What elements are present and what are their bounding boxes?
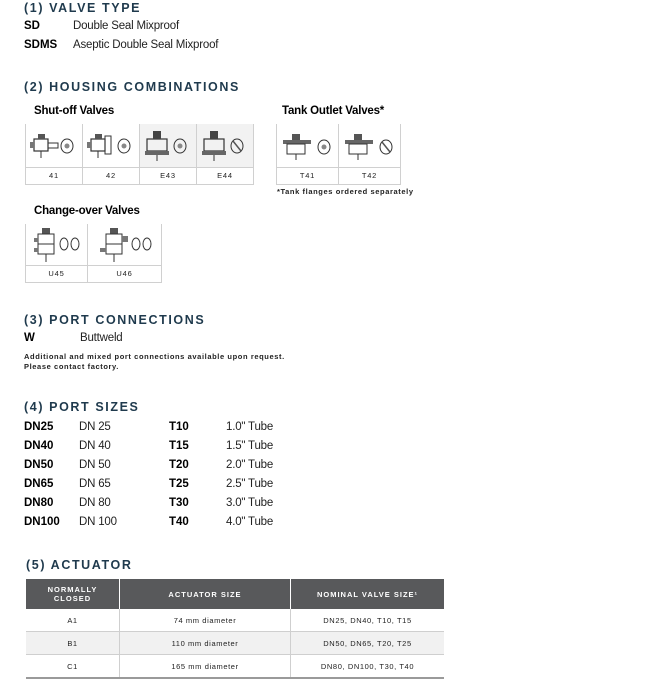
valve-code-41: 41 (26, 167, 82, 184)
valve-option-e43 (139, 124, 196, 184)
actuator-header-nominal-size: NOMINAL VALVE SIZE¹ (291, 579, 445, 609)
table-row (26, 655, 444, 679)
valve-body-icon (197, 124, 253, 168)
port-size-tube-desc: 2.5" Tube (226, 478, 274, 490)
port-size-dn-code: DN65 (24, 478, 54, 490)
port-size-tube-code: T10 (169, 421, 189, 433)
port-size-tube-desc: 1.0" Tube (226, 421, 274, 433)
valve-body-icon (26, 124, 82, 168)
port-size-tube-desc: 3.0" Tube (226, 497, 274, 509)
port-size-dn-desc: DN 65 (79, 478, 111, 490)
valve-code-t42: T42 (339, 167, 400, 184)
port-size-dn-desc: DN 25 (79, 421, 111, 433)
valve-code-u45: U45 (26, 265, 87, 282)
shutoff-title: Shut-off Valves (34, 105, 115, 117)
port-size-dn-code: DN100 (24, 516, 60, 528)
shutoff-valves-grid (25, 124, 254, 185)
port-size-dn-code: DN80 (24, 497, 54, 509)
valve-body-icon (339, 124, 400, 168)
ports-title: (3) PORT CONNECTIONS (24, 313, 206, 327)
actuator-nominal: DN50, DN65, T20, T25 (291, 632, 445, 655)
port-size-dn-code: DN50 (24, 459, 54, 471)
port-size-tube-desc: 2.0" Tube (226, 459, 274, 471)
port-size-dn-desc: DN 100 (79, 516, 117, 528)
tank-title: Tank Outlet Valves* (282, 105, 385, 117)
port-size-tube-code: T30 (169, 497, 189, 509)
valve-code-u46: U46 (88, 265, 161, 282)
table-row (26, 609, 444, 632)
valve-option-e44 (196, 124, 253, 184)
valve-type-code-sdms: SDMS (24, 39, 58, 51)
actuator-code: A1 (26, 609, 120, 632)
ports-note-line1: Additional and mixed port connections available upon request. (24, 352, 285, 361)
port-size-tube-code: T20 (169, 459, 189, 471)
port-size-dn-desc: DN 80 (79, 497, 111, 509)
ports-note-line2: Please contact factory. (24, 362, 119, 371)
valve-body-icon (277, 124, 338, 168)
valve-type-desc-sd: Double Seal Mixproof (73, 20, 179, 32)
sizes-title: (4) PORT SIZES (24, 400, 140, 414)
actuator-header-normally-closed: NORMALLY CLOSED (26, 579, 120, 609)
port-size-dn-desc: DN 40 (79, 440, 111, 452)
port-size-dn-desc: DN 50 (79, 459, 111, 471)
valve-code-42: 42 (83, 167, 139, 184)
actuator-size: 165 mm diameter (120, 655, 291, 679)
valve-code-e43: E43 (140, 167, 196, 184)
port-size-tube-code: T40 (169, 516, 189, 528)
actuator-title: (5) ACTUATOR (26, 558, 133, 572)
valve-option-t41 (276, 124, 338, 184)
valve-body-icon (140, 124, 196, 168)
actuator-size: 110 mm diameter (120, 632, 291, 655)
valve-option-41 (25, 124, 82, 184)
actuator-code: B1 (26, 632, 120, 655)
port-size-tube-desc: 4.0" Tube (226, 516, 274, 528)
actuator-table (26, 579, 444, 679)
tank-note: *Tank flanges ordered separately (277, 187, 414, 196)
valve-code-e44: E44 (197, 167, 253, 184)
port-desc-w: Buttweld (80, 332, 123, 344)
valve-option-t42 (338, 124, 400, 184)
port-size-dn-code: DN25 (24, 421, 54, 433)
valve-body-icon (83, 124, 139, 168)
port-size-dn-code: DN40 (24, 440, 54, 452)
valve-type-desc-sdms: Aseptic Double Seal Mixproof (73, 39, 219, 51)
table-row (26, 632, 444, 655)
valve-type-code-sd: SD (24, 20, 40, 32)
valve-type-title: (1) VALVE TYPE (24, 1, 142, 15)
changeover-title: Change-over Valves (34, 205, 140, 217)
actuator-nominal: DN80, DN100, T30, T40 (291, 655, 445, 679)
actuator-code: C1 (26, 655, 120, 679)
actuator-header-row (26, 579, 444, 609)
valve-option-u46 (87, 224, 161, 282)
port-size-tube-code: T15 (169, 440, 189, 452)
port-code-w: W (24, 332, 35, 344)
valve-body-icon (26, 224, 87, 266)
actuator-nominal: DN25, DN40, T10, T15 (291, 609, 445, 632)
valve-option-u45 (25, 224, 87, 282)
actuator-size: 74 mm diameter (120, 609, 291, 632)
housing-title: (2) HOUSING COMBINATIONS (24, 80, 240, 94)
port-size-tube-code: T25 (169, 478, 189, 490)
actuator-header-size: ACTUATOR SIZE (120, 579, 291, 609)
changeover-valves-grid (25, 224, 162, 283)
valve-option-42 (82, 124, 139, 184)
valve-code-t41: T41 (277, 167, 338, 184)
valve-body-icon (88, 224, 161, 266)
port-size-tube-desc: 1.5" Tube (226, 440, 274, 452)
tank-valves-grid (276, 124, 401, 185)
